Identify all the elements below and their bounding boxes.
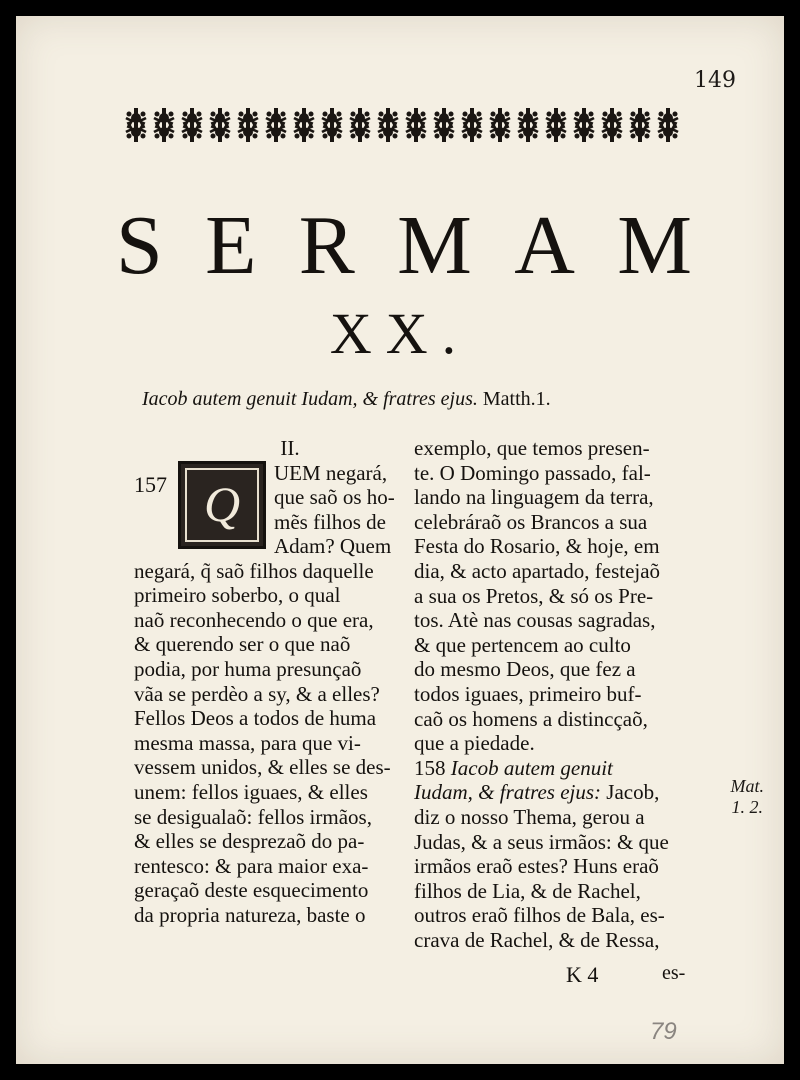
text-line: lando na linguagem da terra, xyxy=(414,485,654,510)
paragraph-158-line2-italic: Iudam, & fratres ejus: xyxy=(414,780,602,805)
text-line: vãa se perdèo a sy, & a elles? xyxy=(134,681,380,706)
text-line: podia, por huma presunçaõ xyxy=(134,656,362,681)
page-number: 149 xyxy=(694,68,736,93)
ornament-icon xyxy=(210,108,230,137)
ornament-icon xyxy=(658,108,678,137)
drop-cap-icon xyxy=(178,461,266,549)
title-letter: E xyxy=(205,199,257,292)
epigraph xyxy=(142,388,662,411)
sermon-number: XX. xyxy=(329,301,471,366)
text-line: mẽs filhos de xyxy=(274,509,386,534)
text-line: & que pertencem ao culto xyxy=(414,632,631,657)
ornament-icon xyxy=(378,108,398,137)
epigraph-text: Iacob autem genuit Iudam, & fratres ejus. xyxy=(142,388,478,410)
text-line: irmãos eraõ estes? Huns eraõ xyxy=(414,854,659,879)
text-line: que saõ os ho- xyxy=(274,485,395,510)
drop-cap-block xyxy=(134,461,406,559)
text-line: filhos de Lia, & de Rachel, xyxy=(414,878,641,903)
text-line: mesma massa, para que vi- xyxy=(134,730,361,755)
text-line: dia, & acto apartado, festejaõ xyxy=(414,558,661,583)
text-line: se desigualaõ: fellos irmãos, xyxy=(134,804,372,829)
ornament-icon xyxy=(238,108,258,137)
ornament-icon xyxy=(574,108,594,137)
ornament-icon xyxy=(266,108,286,137)
text-line: rentesco: & para maior exa- xyxy=(134,853,369,878)
text-line: Festa do Rosario, & hoje, em xyxy=(414,534,660,559)
paragraph-158-text xyxy=(414,805,694,953)
title-letter: M xyxy=(397,199,472,292)
ornament-icon xyxy=(462,108,482,137)
margin-note-line1: Mat. xyxy=(730,776,764,796)
right-column-text xyxy=(414,436,694,756)
paragraph-158-italic: Iacob autem genuit xyxy=(450,755,613,780)
paragraph-158-line2 xyxy=(414,780,694,805)
text-line: Adam? Quem xyxy=(274,534,392,559)
ornament-icon xyxy=(126,108,146,137)
catchword: es- xyxy=(662,962,686,984)
section-number: II. xyxy=(280,436,300,460)
text-line: da propria natureza, baste o xyxy=(134,902,366,927)
text-line: celebráraõ os Brancos a sua xyxy=(414,509,648,534)
ornament-icon xyxy=(518,108,538,137)
signature-mark: K 4 xyxy=(566,962,599,987)
ornament-icon xyxy=(182,108,202,137)
margin-note xyxy=(731,776,765,818)
text-line: a sua os Pretos, & só os Pre- xyxy=(414,583,654,608)
title-letter: R xyxy=(298,199,355,292)
drop-cap-lines xyxy=(274,461,395,559)
book-page xyxy=(16,16,784,1064)
ornament-icon xyxy=(406,108,426,137)
ornament-icon xyxy=(546,108,566,137)
paragraph-number: 157 xyxy=(134,471,167,497)
ornament-icon xyxy=(294,108,314,137)
title-letter: S xyxy=(116,199,163,292)
text-line: vessem unidos, & elles se des- xyxy=(134,755,391,780)
drop-cap-letter: Q xyxy=(185,468,259,542)
ornament-icon xyxy=(322,108,342,137)
text-line: primeiro soberbo, o qual xyxy=(134,583,341,608)
text-line: todos iguaes, primeiro buf- xyxy=(414,681,642,706)
right-column xyxy=(414,436,694,952)
text-line: outros eraõ filhos de Bala, es- xyxy=(414,903,665,928)
text-line: que a piedade. xyxy=(414,731,535,756)
pencil-mark: 79 xyxy=(650,1018,677,1045)
ornament-icon xyxy=(434,108,454,137)
paragraph-158-line2-rest: Jacob, xyxy=(601,780,660,805)
paragraph-158-number: 158 xyxy=(414,755,446,780)
text-line: & elles se desprezaõ do pa- xyxy=(134,829,365,854)
text-line: geraçaõ deste esquecimento xyxy=(134,878,369,903)
ornament-band-icon xyxy=(120,108,684,178)
text-line: diz o nosso Thema, gerou a xyxy=(414,804,645,829)
ornament-icon xyxy=(630,108,650,137)
title-letter: A xyxy=(514,199,575,292)
left-column-text xyxy=(134,559,406,928)
text-line: Fellos Deos a todos de huma xyxy=(134,706,377,731)
text-line: do mesmo Deos, que fez a xyxy=(414,657,636,682)
title-letter: M xyxy=(617,199,692,292)
text-line: naõ reconhecendo o que era, xyxy=(134,607,374,632)
ornament-icon xyxy=(490,108,510,137)
paragraph-158-start xyxy=(414,756,694,781)
text-line: te. O Domingo passado, fal- xyxy=(414,460,651,485)
text-line: Judas, & a seus irmãos: & que xyxy=(414,829,669,854)
text-line: & querendo ser o que naõ xyxy=(134,632,351,657)
text-line: tos. Atè nas cousas sagradas, xyxy=(414,608,656,633)
epigraph-reference: Matth.1. xyxy=(482,388,551,410)
margin-note-line2: 1. 2. xyxy=(731,797,763,817)
ornament-icon xyxy=(154,108,174,137)
ornament-icon xyxy=(602,108,622,137)
sermon-title xyxy=(116,199,692,292)
text-line: crava de Rachel, & de Ressa, xyxy=(414,927,660,952)
ornament-icon xyxy=(350,108,370,137)
left-column xyxy=(134,436,406,928)
text-line: unem: fellos iguaes, & elles xyxy=(134,779,368,804)
text-line: negará, q̃ saõ filhos daquelle xyxy=(134,558,374,583)
text-line: UEM negará, xyxy=(274,460,388,485)
text-line: exemplo, que temos presen- xyxy=(414,436,650,460)
text-line: caõ os homens a distincçaõ, xyxy=(414,706,648,731)
